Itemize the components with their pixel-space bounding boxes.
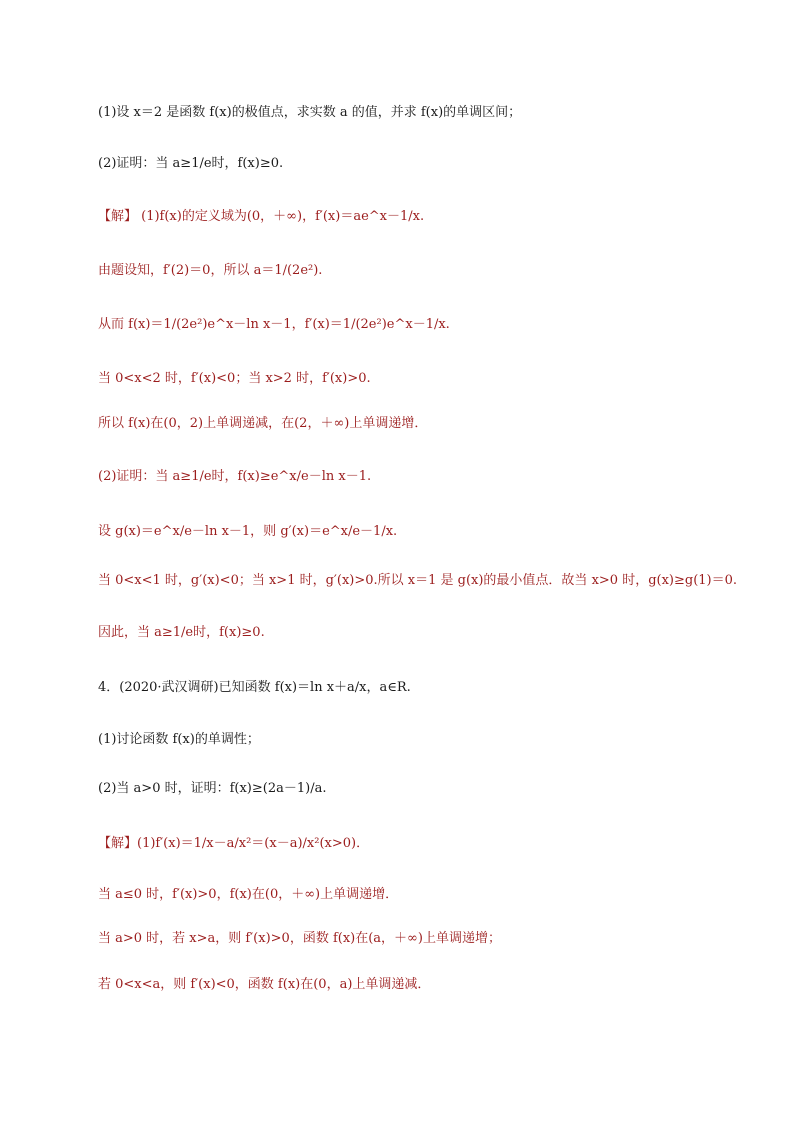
proof-line-3: [98, 560, 738, 600]
solution-4-case-a-nonpositive: [98, 874, 738, 914]
problem-4-statement: [98, 667, 738, 707]
item-17-text: 若 0<x<a，则 f′(x)<0，函数 f(x)在(0，a)上单调递减．: [98, 976, 431, 992]
item-5-text: 当 0<x<2 时，f′(x)<0；当 x>2 时，f′(x)>0.: [98, 370, 371, 386]
item-16-text: 当 a>0 时，若 x>a，则 f′(x)>0，函数 f(x)在(a，＋∞)上单调递增；: [98, 930, 501, 946]
solution-4-derivative: [98, 823, 738, 863]
solution-line-function: [98, 304, 738, 344]
item-14-text: 【解】(1)f′(x)＝1/x－a/x²＝(x－a)/x²(x>0)．: [98, 835, 370, 851]
problem-4-part-1: [98, 719, 738, 759]
item-7-text: (2)证明：当 a≥1/e时，f(x)≥e^x/e－ln x－1.: [98, 468, 372, 484]
proof-conclusion: [98, 612, 738, 652]
item-4-text: 从而 f(x)＝1/(2e²)e^x－ln x－1，f′(x)＝1/(2e²)e^x－1/x.: [98, 316, 450, 332]
item-10-text: 因此，当 a≥1/e时，f(x)≥0.: [98, 624, 265, 640]
item-9-text: 当 0<x<1 时，g′(x)<0；当 x>1 时，g′(x)>0.所以 x＝1 是 g(x)的最小值点．故当 x>0 时，g(x)≥g(1)＝0.: [98, 572, 738, 588]
item-11-text: 4．(2020·武汉调研)已知函数 f(x)＝ln x＋a/x，a∈R.: [98, 679, 411, 695]
proof-line-1: [98, 456, 738, 496]
solution-line-monotonic: [98, 403, 738, 443]
problem-4-part-2: [98, 768, 738, 808]
item-6-text: 所以 f(x)在(0，2)上单调递减，在(2，＋∞)上单调递增．: [98, 415, 428, 431]
proof-line-2: [98, 511, 738, 551]
item-8-text: 设 g(x)＝e^x/e－ln x－1，则 g′(x)＝e^x/e－1/x.: [98, 523, 398, 539]
solution-line-sign: [98, 358, 738, 398]
problem-part-2: [98, 143, 738, 183]
solution-4-case-a-positive-2: [98, 964, 738, 1004]
item-1-text: (2)证明：当 a≥1/e时，f(x)≥0.: [98, 155, 284, 171]
item-13-text: (2)当 a>0 时，证明：f(x)≥(2a－1)/a.: [98, 780, 327, 796]
item-12-text: (1)讨论函数 f(x)的单调性；: [98, 731, 260, 747]
problem-part-1: [98, 92, 738, 132]
solution-4-case-a-positive-1: [98, 918, 738, 958]
item-3-text: 由题设知，f′(2)＝0，所以 a＝1/(2e²).: [98, 262, 323, 278]
item-15-text: 当 a≤0 时，f′(x)>0，f(x)在(0，＋∞)上单调递增．: [98, 886, 399, 902]
item-2-text: 【解】 (1)f(x)的定义域为(0，＋∞)，f′(x)＝ae^x－1/x.: [98, 208, 425, 224]
solution-line-derivative-zero: [98, 250, 738, 290]
solution-header-line: [98, 196, 738, 236]
item-0-text: (1)设 x＝2 是函数 f(x)的极值点，求实数 a 的值，并求 f(x)的单调区间；: [98, 104, 522, 120]
